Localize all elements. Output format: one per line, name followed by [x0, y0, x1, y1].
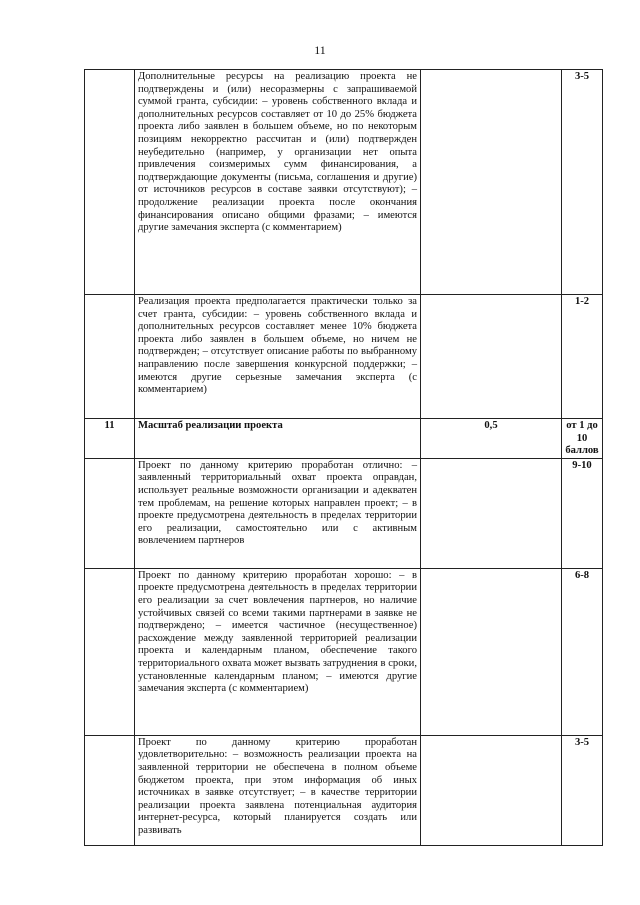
criterion-description: Дополнительные ресурсы на реализацию проекта не подтверждены и (или) несоразмерны с запрашиваемой суммой гранта, субсидии: – уровень собственного вклада и дополнительных ресурсов составляет от 10 до 25% бюджета проекта либо заявлен в большем объеме, но по некоторым позициям некорректно рассчитан и (или) подтвержден неубедительно (например, у организации нет опыта привлечения соизмеримых сумм финансирования, а подтверждающие документы (письма, соглашения и другие) от источников ресурсов в составе заявки отсутствуют); – продолжение реализации проекта после окончания финансирования описано общими фразами; – имеются другие замечания эксперта (с комментарием) [135, 70, 421, 295]
table-row [85, 458, 603, 568]
weight-cell [421, 458, 562, 568]
score-value: 3-5 [562, 70, 603, 295]
criterion-number: 11 [85, 419, 135, 459]
score-value: 6-8 [562, 568, 603, 735]
criterion-weight: 0,5 [421, 419, 562, 459]
criterion-description: Проект по данному критерию проработан отлично: – заявленный территориальный охват проекта оправдан, использует реальные возможности организации и адекватен тем проблемам, на решение которых направлен проект; – в проекте предусмотрена деятельность в пределах территории его реализации, самостоятельно или с активным вовлечением партнеров [135, 458, 421, 568]
score-value: 1-2 [562, 295, 603, 419]
criterion-number-cell [85, 568, 135, 735]
weight-cell [421, 735, 562, 845]
weight-cell [421, 568, 562, 735]
table-row [85, 70, 603, 295]
criterion-number-cell [85, 295, 135, 419]
criteria-table [84, 69, 603, 846]
table-row [85, 735, 603, 845]
criterion-number-cell [85, 735, 135, 845]
weight-cell [421, 295, 562, 419]
criterion-description: Реализация проекта предполагается практически только за счет гранта, субсидии: – уровень собственного вклада и дополнительных ресурсов составляет менее 10% бюджета проекта либо заявлен в большем объеме, но ничем не подтвержден; – отсутствует описание работы по выбранному направлению после завершения конкурсной поддержки; – имеются другие серьезные замечания эксперта (с комментарием) [135, 295, 421, 419]
criterion-header-row [85, 419, 603, 459]
score-value: 9-10 [562, 458, 603, 568]
table-row [85, 295, 603, 419]
criterion-number-cell [85, 70, 135, 295]
score-range: от 1 до 10 баллов [562, 419, 603, 459]
score-value: 3-5 [562, 735, 603, 845]
table-row [85, 568, 603, 735]
criterion-title: Масштаб реализации проекта [135, 419, 421, 459]
criterion-number-cell [85, 458, 135, 568]
page-number: 11 [314, 43, 326, 57]
criterion-description: Проект по данному критерию проработан удовлетворительно: – возможность реализации проекта на заявленной территории не обеспечена в полном объеме бюджетом проекта, при этом информация об иных источниках в заявке отсутствует; – в качестве территории реализации проекта заявлена потенциальная аудитория интернет-ресурса, который планируется создать или развивать [135, 735, 421, 845]
weight-cell [421, 70, 562, 295]
criterion-description: Проект по данному критерию проработан хорошо: – в проекте предусмотрена деятельность в пределах территории его реализации за счет вовлечения партнеров, но наличие устойчивых связей со всеми такими партнерами в заявке не подтверждено; – имеется частичное (несущественное) расхождение между заявленной территорией реализации проекта и календарным планом, обеспечение такого территориального охвата может вызвать затруднения в сроки, установленные календарным планом; – имеются другие замечания эксперта (с комментарием) [135, 568, 421, 735]
